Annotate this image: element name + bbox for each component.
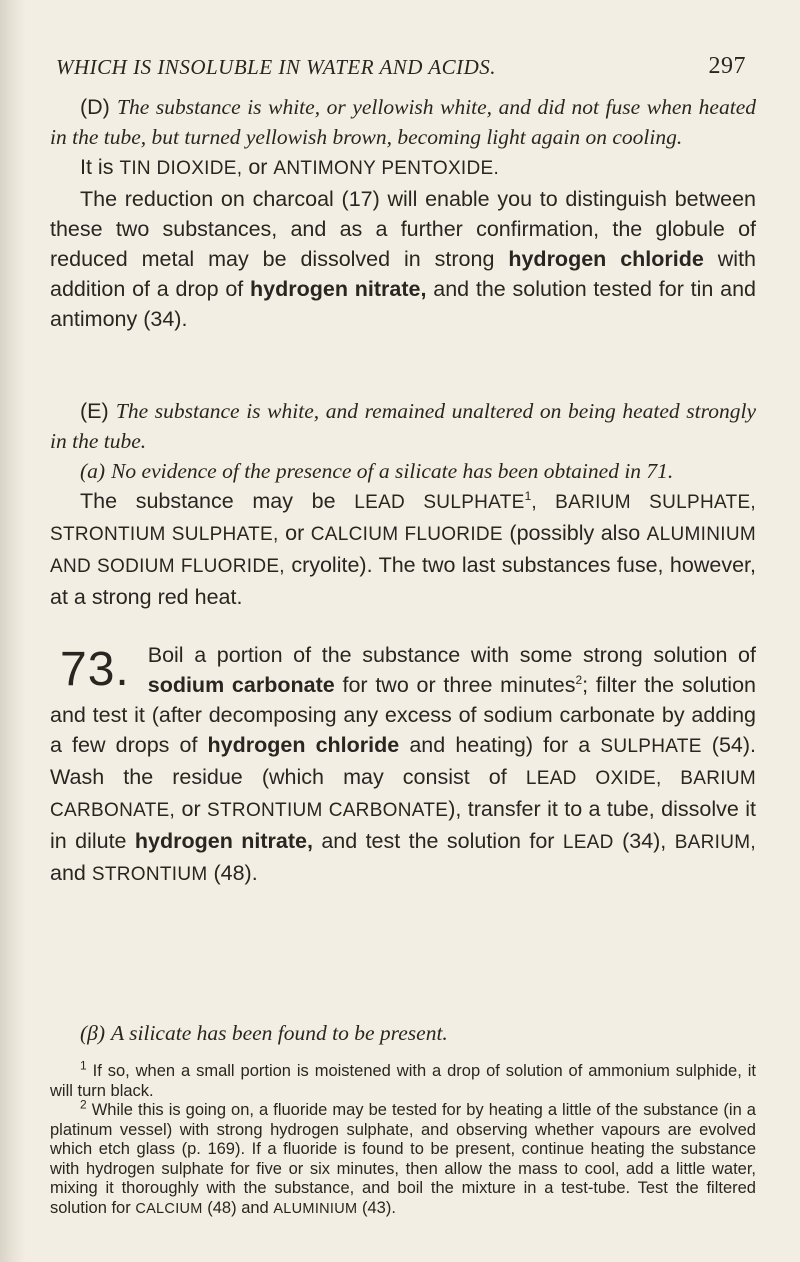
footnotes (50, 1058, 756, 1219)
reagent-hydrogen-nitrate: hydrogen nitrate, (250, 277, 427, 301)
footnote-ref-2: 2 (575, 672, 583, 687)
footnote-1 (50, 1058, 756, 1101)
footnote-2 (50, 1097, 756, 1219)
barium-strontium-sulphate: , BARIUM SULPHATE, STRONTIUM SULPHATE, (50, 492, 756, 545)
section-73-text-a: Boil a portion of the substance with some strong solution of (147, 643, 756, 667)
footnote-1-mark: 1 (80, 1058, 87, 1073)
section-e-heading: The substance is white, and remained unaltered on being heated strongly in the tube. (50, 399, 756, 453)
lead-oxide-barium-carbonate: LEAD OXIDE, BARIUM CARBONATE, (50, 768, 756, 821)
section-d-heading: The substance is white, or yellowish white, and did not fuse when heated in the tube, but turned yellowish brown, becoming light again on cooling. (50, 95, 756, 149)
reagent-hydrogen-nitrate-73: hydrogen nitrate, (134, 829, 313, 853)
or-text: or (248, 155, 268, 179)
running-title: WHICH IS INSOLUBLE IN WATER AND ACIDS. (56, 55, 497, 79)
subsection-beta-label: (β) (80, 1021, 106, 1045)
footnote-2-text-a: While this is going on, a fluoride may be tested for by heating a little of the substance (in a platinum vessel) with strong hydrogen sulphate, and observing whether vapours are evolved which etch glass (p. 169). If a fluoride is found to be present, continue heating the substance with hydrogen sulphate for five or six minutes, then allow the mass to cool, add a little water, mixing it thoroughly with the substance, and boil the mixture in a test-tube. Test the filtered solution for (50, 1101, 756, 1217)
footnote-1-text: If so, when a small portion is moistened with a drop of solution of ammonium sulphide, it will turn black. (50, 1062, 756, 1100)
section-73-text-g: and test the solution for (321, 829, 555, 853)
section-73-text-b: for two or three minutes (342, 673, 576, 697)
section-73-text-d: and heating) for a (409, 733, 591, 757)
section-d-body-b: with addition of a drop of (50, 247, 756, 301)
it-is-text: It is (80, 155, 114, 179)
section-73-text-f: ), transfer it to a tube, dissolve it in dilute (50, 797, 756, 853)
strontium-term: STRONTIUM (91, 864, 208, 885)
section-number-73: 73. (60, 643, 130, 696)
footnote-calcium: CALCIUM (135, 1200, 203, 1217)
lead-sulphate: LEAD SULPHATE (354, 492, 525, 513)
section-73-text-c: ; filter the solution and test it (after decomposing any excess of sodium carbonate by adding a few drops of (50, 673, 756, 757)
footnote-2-text-b: (48) and (207, 1198, 269, 1217)
aluminium-sodium-fluoride: ALUMINIUM AND SODIUM FLUORIDE, (50, 524, 756, 577)
or-text-73: or (181, 797, 201, 821)
strontium-carbonate: STRONTIUM CARBONATE (207, 800, 449, 821)
antimony-pentoxide: ANTIMONY PENTOXIDE. (273, 158, 500, 179)
book-spine-shadow (0, 0, 26, 1262)
footnote-aluminium: ALUMINIUM (273, 1200, 358, 1217)
section-d-body-c: and the solution tested for tin and antimony (34). (50, 277, 756, 331)
may-be-text: The substance may be (80, 489, 336, 513)
barium-term: BARIUM, (674, 832, 756, 853)
subsection-beta-text: A silicate has been found to be present. (111, 1021, 448, 1045)
section-d (50, 92, 756, 334)
possibly-also: (possibly also (509, 521, 641, 545)
section-d-body-a: The reduction on charcoal (17) will enable you to distinguish between these two substances, and as a further confirmation, the globule of reduced metal may be dissolved in strong (50, 187, 756, 271)
section-73-text-e: (54). Wash the residue (which may consist of (50, 733, 756, 789)
section-73-text-h: (34), (622, 829, 667, 853)
cryolite-text: cryolite). The two last substances fuse, however, at a strong red heat. (50, 553, 756, 609)
footnote-2-mark: 2 (80, 1097, 87, 1112)
footnote-ref-1: 1 (524, 488, 532, 503)
subsection-alpha-text: No evidence of the presence of a silicate has been obtained in 71. (111, 459, 674, 483)
section-e-label: (E) (80, 399, 109, 423)
running-header (56, 55, 746, 80)
section-73 (50, 640, 756, 890)
sulphate-term: SULPHATE (600, 736, 702, 757)
section-e (50, 396, 756, 612)
tin-dioxide: TIN DIOXIDE, (119, 158, 243, 179)
section-d-label: (D) (80, 95, 110, 119)
section-73-text-i: (48). (213, 861, 258, 885)
calcium-fluoride: CALCIUM FLUORIDE (310, 524, 503, 545)
subsection-beta (50, 1018, 756, 1048)
reagent-hydrogen-chloride: hydrogen chloride (508, 247, 704, 271)
subsection-alpha-label: (a) (80, 459, 106, 483)
reagent-hydrogen-chloride-73: hydrogen chloride (207, 733, 400, 757)
lead-term: LEAD (562, 832, 614, 853)
footnote-2-text-c: (43). (362, 1198, 396, 1217)
page-number: 297 (708, 53, 746, 79)
reagent-sodium-carbonate: sodium carbonate (147, 673, 335, 697)
or-text-e: or (285, 521, 305, 545)
and-text-73: and (50, 861, 86, 885)
